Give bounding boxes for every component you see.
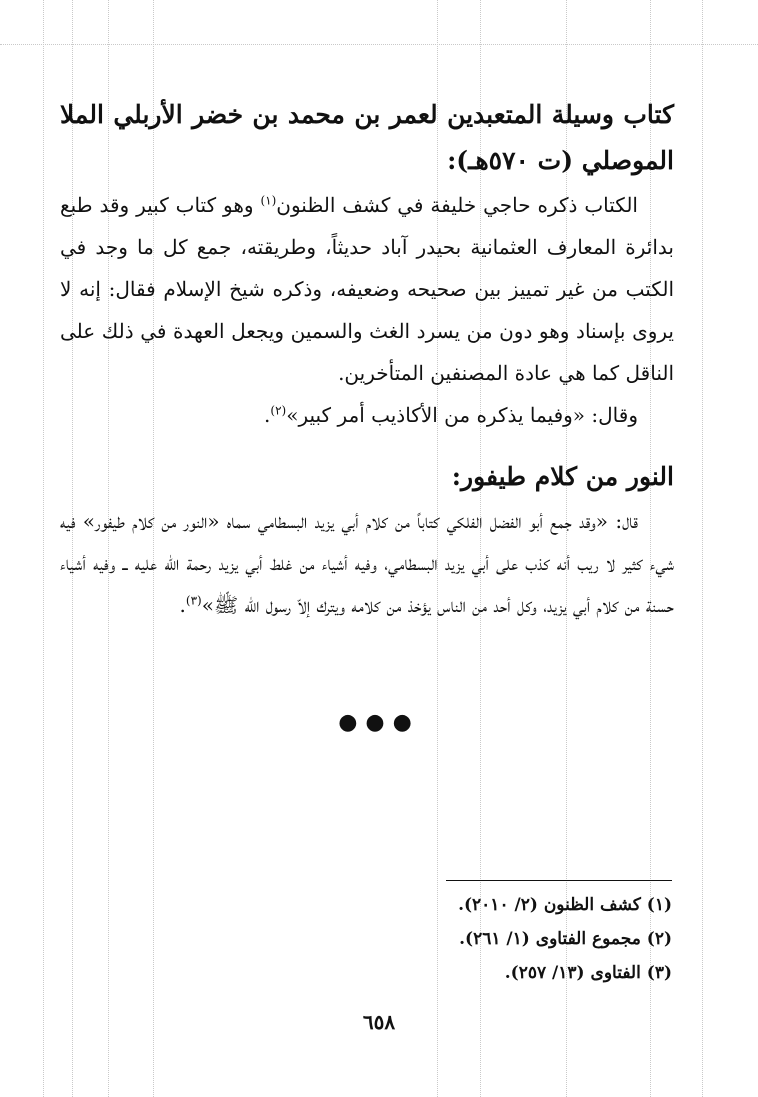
guide-line bbox=[43, 0, 44, 1097]
footnote-ref[interactable]: (١) bbox=[260, 193, 277, 208]
page-number: ٦٥٨ bbox=[362, 1010, 396, 1034]
footnotes bbox=[252, 888, 672, 990]
guide-line bbox=[702, 0, 703, 1097]
footnote-ref[interactable]: (٣) bbox=[185, 593, 202, 608]
paragraph: وقال: «وفيما يذكره من الأكاذيب أمر كبير»$^{(٢)}$. bbox=[264, 403, 638, 427]
guide-line bbox=[0, 44, 758, 45]
footnote-item: (٢) مجموع الفتاوى (١/ ٢٦١). bbox=[459, 929, 672, 949]
section-heading: النور من كلام طيفور: bbox=[451, 462, 674, 491]
paragraph: قال: «وقد جمع أبو الفضل الفلكي كتاباً من كلام أبي يزيد البسطامي سماه «النور من كلام طيفور» فيه شيء كثير لا ريب أنه كذب على أبي يزيد البسطامي، وفيه أشياء من غلط أبي يزيد رحمة الله عليه ــ وفيه أشياء حسنة من كلام أبي يزيد، وكل أحد من الناس يؤخذ من كلامه ويترك إلاّ رسول الله ﷺ»$^{(٣)}$. bbox=[60, 509, 674, 617]
footnote-item: (١) كشف الظنون (٢/ ٢٠١٠). bbox=[458, 895, 672, 915]
section-heading: كتاب وسيلة المتعبدين لعمر بن محمد بن خضر الأربلي الملا الموصلي (ت ٥٧٠هـ): bbox=[60, 100, 674, 175]
spacer bbox=[60, 436, 674, 454]
footnote-separator bbox=[446, 880, 672, 881]
page-body bbox=[60, 92, 674, 626]
footnote-ref[interactable]: (٢) bbox=[270, 403, 287, 418]
paragraph: الكتاب ذكره حاجي خليفة في كشف الظنون$^{(١)}$ وهو كتاب كبير وقد طبع بدائرة المعارف العثمانية بحيدر آباد حديثاً، وطريقته، جمع كل ما وجد في الكتب من غير تمييز بين صحيحه وضعيفه، وذكره شيخ الإسلام فقال: إنه لا يروى بإسناد وهو دون من يسرد الغث والسمين ويجعل العهدة في ذلك على الناقل كما هي عادة المصنفين المتأخرين. bbox=[60, 193, 674, 385]
section-divider-ornament: ●●● bbox=[338, 710, 420, 735]
footnote-item: (٣) الفتاوى (١٣/ ٢٥٧). bbox=[504, 963, 672, 983]
